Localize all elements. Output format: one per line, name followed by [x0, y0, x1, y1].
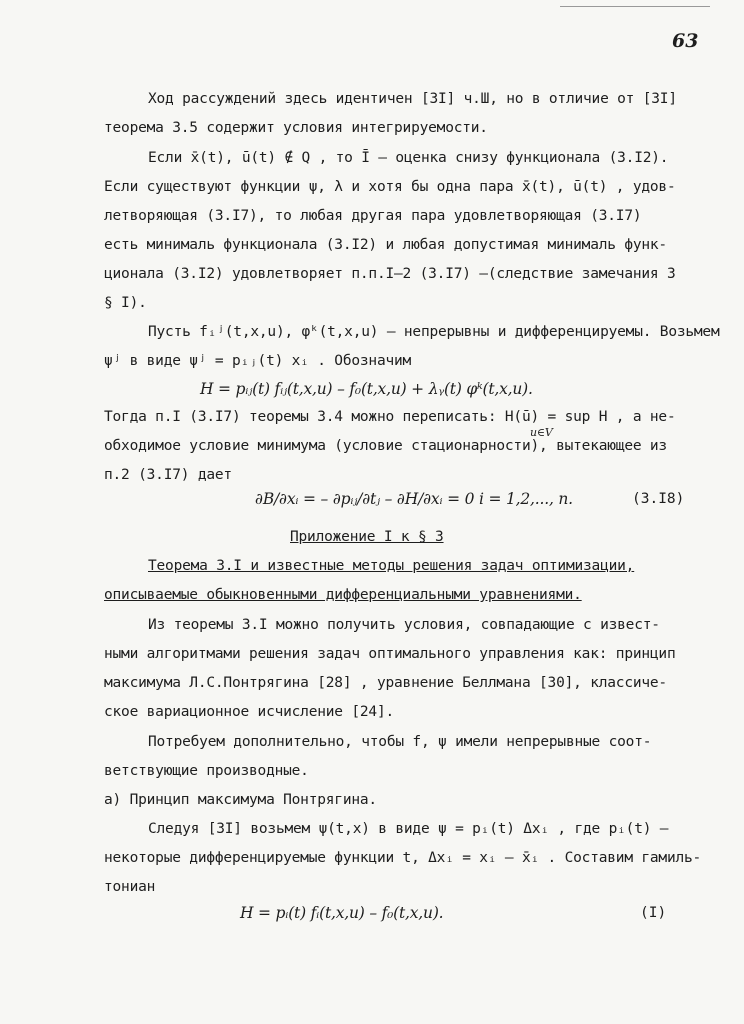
equation-number: (3.I8)	[632, 491, 685, 507]
equation-stationarity: ∂B/∂xᵢ = – ∂pᵢⱼ/∂tⱼ – ∂H/∂xᵢ = 0 i = 1,2,..., n.	[255, 490, 573, 508]
text-line: п.2 (3.I7) дает	[104, 467, 232, 483]
text-line: обходимое условие минимума (условие стационарности), вытекающее из	[104, 438, 667, 454]
equation-hamiltonian-1: H = pᵢⱼ(t) fᵢⱼ(t,x,u) – f₀(t,x,u) + λᵧ(t) φᵏ(t,x,u).	[200, 380, 533, 398]
equation-number: (I)	[640, 905, 667, 921]
appendix-title: Приложение I к § 3	[290, 529, 444, 545]
text-line: Ход рассуждений здесь идентичен [3I] ч.Ш, но в отличие от [3I]	[148, 91, 677, 107]
text-line: ское вариационное исчисление [24].	[104, 704, 395, 720]
text-line: летворяющая (3.I7), то любая другая пара удовлетворяющая (3.I7)	[104, 208, 642, 224]
sup-subscript: u∈V	[530, 426, 553, 439]
text-line: ными алгоритмами решения задач оптимального управления как: принцип	[104, 646, 676, 662]
text-line: есть минималь функционала (3.I2) и любая допустимая минималь функ-	[104, 237, 667, 253]
text-line: некоторые дифференцируемые функции t, Δxᵢ = xᵢ – x̄ᵢ . Составим гамиль-	[104, 850, 702, 866]
text-line: а) Принцип максимума Понтрягина.	[104, 792, 377, 808]
text-line: теорема 3.5 содержит условия интегрируемости.	[104, 120, 488, 136]
text-line: Пусть fᵢʲ(t,x,u), φᵏ(t,x,u) – непрерывны и дифференцируемы. Возьмем	[148, 324, 720, 340]
text-line: Из теоремы 3.I можно получить условия, совпадающие с извест-	[148, 617, 660, 633]
text-line: ψʲ в виде ψʲ = pᵢⱼ(t) xᵢ . Обозначим	[104, 353, 412, 369]
text-line: Следуя [3I] возьмем ψ(t,x) в виде ψ = pᵢ(t) Δxᵢ , где pᵢ(t) –	[148, 821, 669, 837]
page-number: 63	[672, 30, 699, 52]
text-line: Потребуем дополнительно, чтобы f, ψ имели непрерывные соот-	[148, 734, 652, 750]
text-line: тониан	[104, 879, 156, 895]
text-line: Если существуют функции ψ, λ и хотя бы одна пара x̄(t), ū(t) , удов-	[104, 179, 676, 195]
text-line: Тогда п.I (3.I7) теоремы 3.4 можно переписать: H(ū) = sup H , а не-	[104, 409, 676, 425]
equation-hamiltonian-2: H = pᵢ(t) fᵢ(t,x,u) – f₀(t,x,u).	[240, 904, 444, 922]
text-line: максимума Л.С.Понтрягина [28] , уравнение Беллмана [30], классиче-	[104, 675, 667, 691]
appendix-heading: описываемые обыкновенными дифференциальными уравнениями.	[104, 587, 582, 603]
text-line: ционала (3.I2) удовлетворяет п.п.I–2 (3.I7) –(следствие замечания 3	[104, 266, 676, 282]
text-line: ветствующие производные.	[104, 763, 309, 779]
appendix-heading: Теорема 3.I и известные методы решения задач оптимизации,	[148, 558, 635, 574]
text-line: Если x̄(t), ū(t) ∉ Q , то Ī – оценка снизу функционала (3.I2).	[148, 150, 669, 166]
scan-edge-line	[560, 6, 710, 7]
text-line: § I).	[104, 295, 147, 311]
